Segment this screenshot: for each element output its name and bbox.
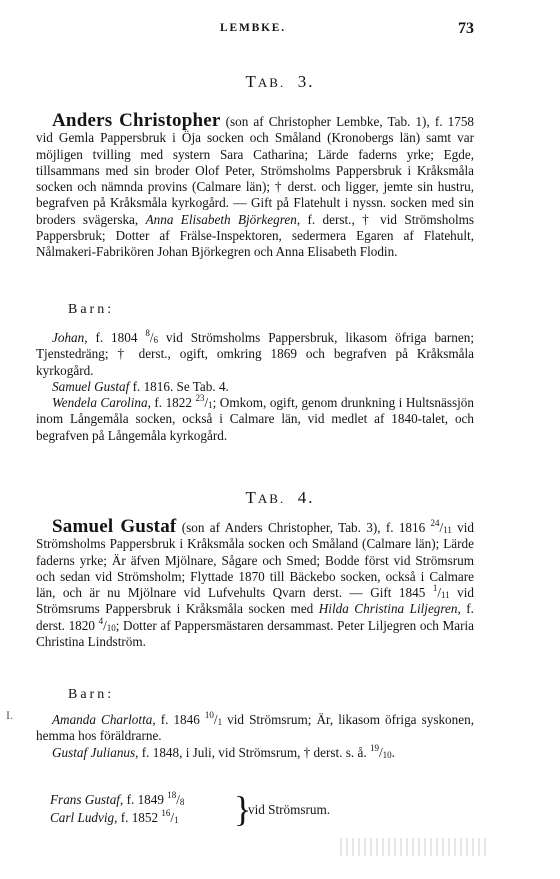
tab-4-entry: Samuel Gustaf (son af Anders Christopher, Tab. 3), f. 1816 $^{24}/_{11}$ vid Strömsholms Pappersbruk i Kråksmåla socken och Småland (Calmare län); Lärde faderns yrke; Är äfven Mjölnare, Sågare och Smed; Bodde först vid Strömsrum och sedan vid Strömsholm; Flyttade 1870 till Bäckebo socken, också i Calmare län, och är nu Mjölnare vid Lufvehults Qvarn derst. — Gift 1845 $^1/_{11}$ vid Strömsrums Pappersbruk i Kråksmåla socken med Hilda Christina Liljegren, f. derst. 1820 $^4/_{10}$; Dotter af Pappersmästaren dersammast. Peter Liljegren och Maria Christina Lindström. xyxy=(36,516,474,650)
tab-4-children xyxy=(36,712,474,761)
child-entry: Amanda Charlotta, f. 1846 $^{10}/_1$ vid Strömsrum; Är, likasom öfriga syskonen, hemma hos föräldrarne. xyxy=(36,710,474,744)
person-name: Anders Christopher xyxy=(52,110,221,131)
child-entry: Frans Gustaf, f. 1849 $^{18}/_8$ xyxy=(50,790,185,807)
tab-4-heading: TAB. 4. xyxy=(245,488,315,507)
running-title: LEMBKE. xyxy=(220,22,286,34)
faint-watermark xyxy=(340,838,490,856)
spouse-name: Anna Elisabeth Björkegren xyxy=(145,211,297,227)
child-entry: Carl Ludvig, f. 1852 $^{16}/_1$ xyxy=(50,808,179,825)
margin-mark: I. xyxy=(6,708,13,722)
tab-3-children xyxy=(36,330,474,444)
page-number: 73 xyxy=(458,20,474,37)
spouse-name: Hilda Christina Liljegren xyxy=(318,601,458,617)
child-entry: Samuel Gustaf f. 1816. Se Tab. 4. xyxy=(52,378,229,394)
brace-icon: } xyxy=(234,789,252,829)
child-entry: Gustaf Julianus, f. 1848, i Juli, vid Strömsrum, † derst. s. å. $^{19}/_{10}$. xyxy=(52,742,395,760)
tab-3-heading: TAB. 3. xyxy=(245,72,315,91)
child-entry: Johan, f. 1804 $^8/_6$ vid Strömsholms Pappersbruk, likasom öfriga barnen; Tjenstedräng; † derst., ogift, omkring 1869 och begrafven på Kråksmåla kyrkogård. xyxy=(36,328,474,378)
tab-3-entry: Anders Christopher (son af Christopher Lembke, Tab. 1), f. 1758 vid Gemla Pappersbruk i Öja socken och Småland (Kronobergs län) samt var möjligen tvilling med systern Sara Catharina; Lärde faderns yrke; Egde, tillsammans med sin broder Olof Peter, Strömsholms Pappersbruk i Kråksmåla socken och nämnda provins (Calmare län); † derst. och ligger, jemte sin hustru, begrafven på Kråksmåla kyrkogård. — Gift på Flatehult i nyssn. socken med sin broders svägerska, Anna Elisabeth Björkegren, f. derst., † vid Strömsholms Pappersbruk; Dotter af Frälse-Inspektoren, sedermera Egaren af Flatehult, Nålmakeri-Fabrikören Johan Björkegren och Anna Elisabeth Flodin. xyxy=(36,110,475,260)
person-name: Samuel Gustaf xyxy=(52,516,177,537)
child-entry: Wendela Carolina, f. 1822 $^{23}/_1$; Omkom, ogift, genom drunkning i Hultsnässjön inom Långemåla socken, också i Calmare län, vid medlet af 1840-talet, och begrafven på Långemåla kyrkogård. xyxy=(36,393,474,443)
running-head xyxy=(0,20,560,40)
braced-note: vid Strömsrum. xyxy=(248,802,331,817)
braced-children xyxy=(50,789,370,832)
tab-4-children-label: Barn: xyxy=(68,687,115,702)
tab-3-children-label: Barn: xyxy=(68,302,115,317)
